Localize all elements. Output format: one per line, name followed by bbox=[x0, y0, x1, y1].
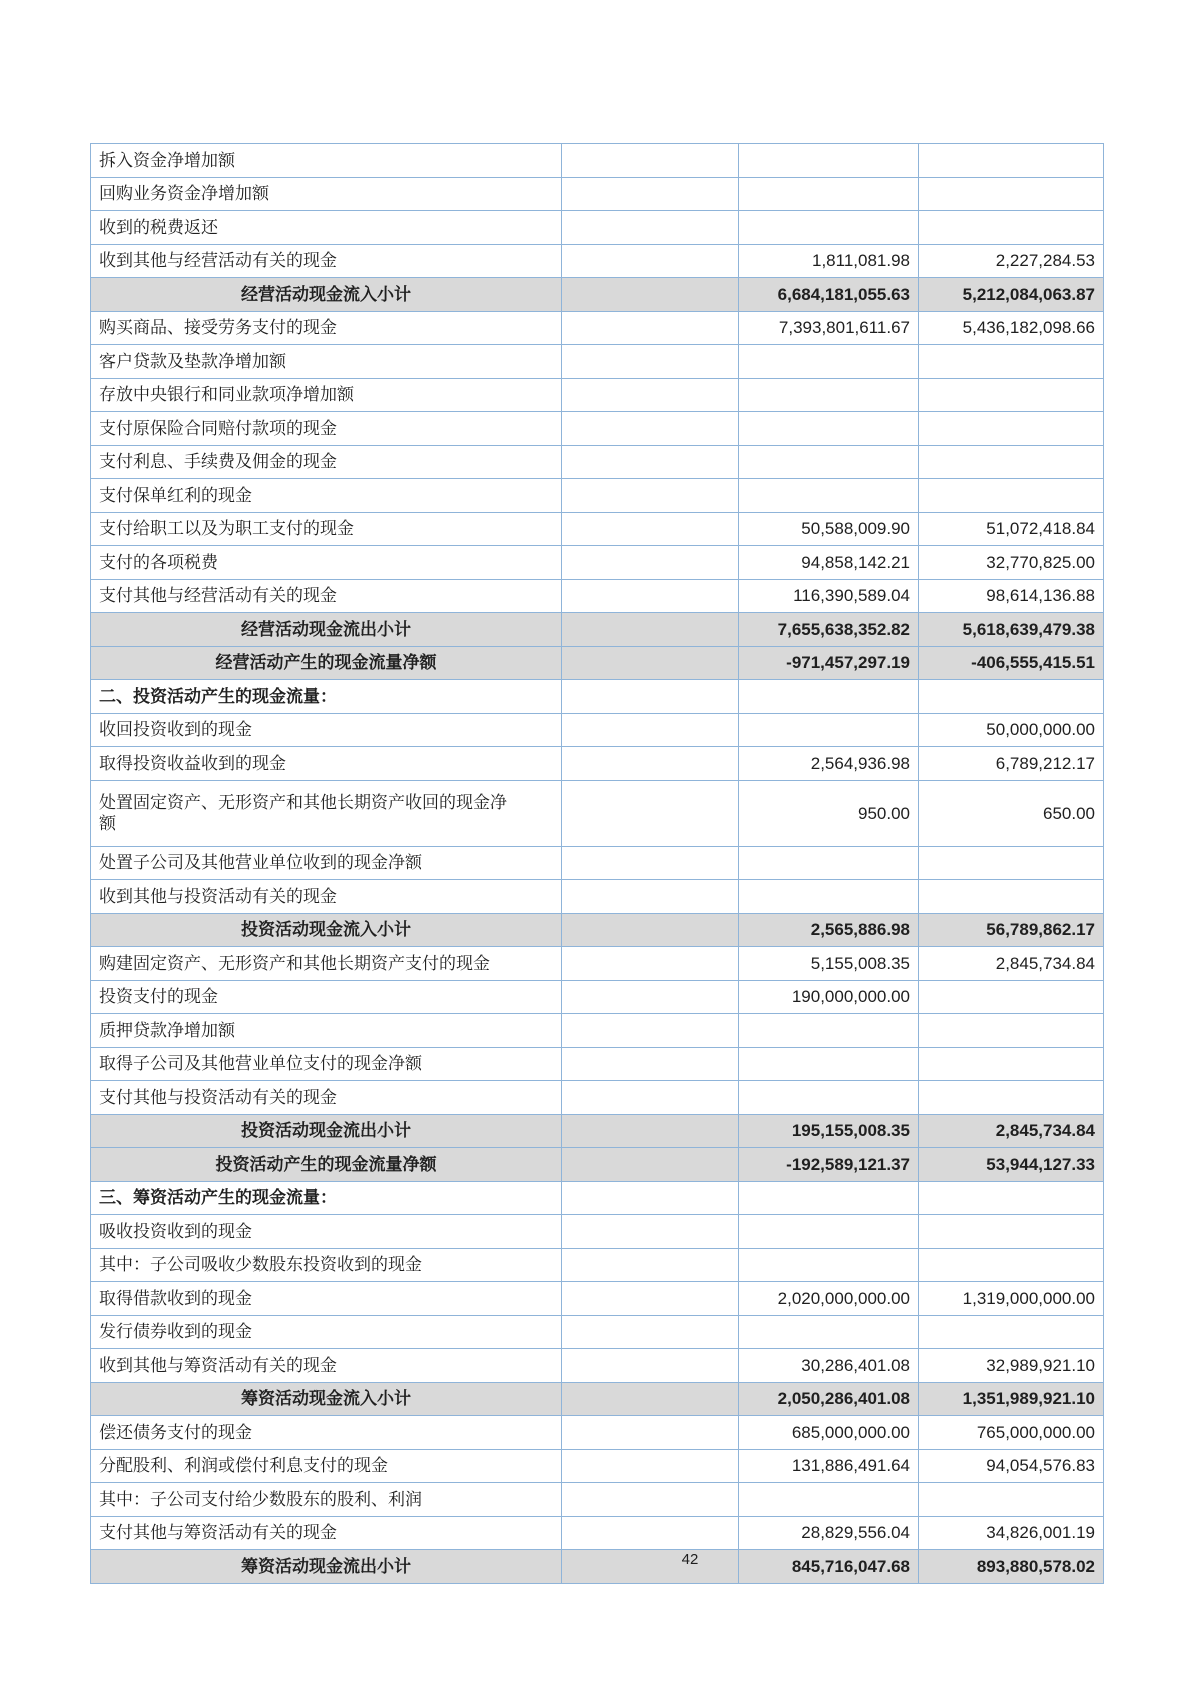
row-value-prior-period bbox=[919, 378, 1104, 412]
row-value-prior-period bbox=[919, 479, 1104, 513]
table-row bbox=[91, 1483, 1104, 1517]
row-label: 投资活动产生的现金流量净额 bbox=[91, 1148, 562, 1182]
row-note-cell bbox=[562, 1282, 739, 1316]
table-row bbox=[91, 1014, 1104, 1048]
row-label: 三、筹资活动产生的现金流量： bbox=[91, 1181, 562, 1215]
table-row bbox=[91, 1081, 1104, 1115]
table-row bbox=[91, 1315, 1104, 1349]
row-label: 购建固定资产、无形资产和其他长期资产支付的现金 bbox=[91, 947, 562, 981]
row-label: 其中：子公司吸收少数股东投资收到的现金 bbox=[91, 1248, 562, 1282]
row-label: 分配股利、利润或偿付利息支付的现金 bbox=[91, 1449, 562, 1483]
row-note-cell bbox=[562, 445, 739, 479]
row-value-current-period bbox=[739, 713, 919, 747]
row-value-prior-period: 94,054,576.83 bbox=[919, 1449, 1104, 1483]
row-note-cell bbox=[562, 479, 739, 513]
row-value-prior-period: 50,000,000.00 bbox=[919, 713, 1104, 747]
row-value-prior-period: -406,555,415.51 bbox=[919, 646, 1104, 680]
table-row bbox=[91, 780, 1104, 846]
table-row bbox=[91, 880, 1104, 914]
table-row bbox=[91, 144, 1104, 178]
table-row bbox=[91, 846, 1104, 880]
row-value-prior-period: 2,845,734.84 bbox=[919, 1114, 1104, 1148]
row-value-prior-period: 1,319,000,000.00 bbox=[919, 1282, 1104, 1316]
row-value-current-period: 2,565,886.98 bbox=[739, 913, 919, 947]
row-value-current-period bbox=[739, 211, 919, 245]
row-note-cell bbox=[562, 713, 739, 747]
table-row bbox=[91, 345, 1104, 379]
table-row bbox=[91, 947, 1104, 981]
table-row bbox=[91, 1181, 1104, 1215]
row-value-prior-period: 34,826,001.19 bbox=[919, 1516, 1104, 1550]
row-value-prior-period: 53,944,127.33 bbox=[919, 1148, 1104, 1182]
row-value-current-period bbox=[739, 345, 919, 379]
row-label: 经营活动现金流入小计 bbox=[91, 278, 562, 312]
row-note-cell bbox=[562, 1148, 739, 1182]
row-note-cell bbox=[562, 646, 739, 680]
row-value-current-period bbox=[739, 846, 919, 880]
row-value-prior-period: 6,789,212.17 bbox=[919, 747, 1104, 781]
row-label: 支付其他与筹资活动有关的现金 bbox=[91, 1516, 562, 1550]
row-note-cell bbox=[562, 1416, 739, 1450]
row-value-prior-period bbox=[919, 1047, 1104, 1081]
row-value-current-period: 1,811,081.98 bbox=[739, 244, 919, 278]
cash-flow-table-body bbox=[91, 144, 1104, 1584]
row-value-prior-period: 56,789,862.17 bbox=[919, 913, 1104, 947]
row-label: 经营活动产生的现金流量净额 bbox=[91, 646, 562, 680]
row-value-current-period: 5,155,008.35 bbox=[739, 947, 919, 981]
row-value-prior-period: 1,351,989,921.10 bbox=[919, 1382, 1104, 1416]
row-value-prior-period: 5,618,639,479.38 bbox=[919, 613, 1104, 647]
table-row bbox=[91, 546, 1104, 580]
row-label: 收到的税费返还 bbox=[91, 211, 562, 245]
row-value-prior-period bbox=[919, 412, 1104, 446]
row-value-prior-period: 51,072,418.84 bbox=[919, 512, 1104, 546]
row-value-prior-period bbox=[919, 680, 1104, 714]
table-row bbox=[91, 1516, 1104, 1550]
cash-flow-table bbox=[90, 143, 1104, 1584]
table-row bbox=[91, 1416, 1104, 1450]
row-note-cell bbox=[562, 144, 739, 178]
table-row bbox=[91, 1148, 1104, 1182]
row-note-cell bbox=[562, 1215, 739, 1249]
row-note-cell bbox=[562, 846, 739, 880]
row-value-current-period: 7,655,638,352.82 bbox=[739, 613, 919, 647]
row-label: 质押贷款净增加额 bbox=[91, 1014, 562, 1048]
row-note-cell bbox=[562, 378, 739, 412]
row-value-prior-period: 2,227,284.53 bbox=[919, 244, 1104, 278]
row-label: 回购业务资金净增加额 bbox=[91, 177, 562, 211]
table-row bbox=[91, 1047, 1104, 1081]
row-value-prior-period: 2,845,734.84 bbox=[919, 947, 1104, 981]
table-row bbox=[91, 1215, 1104, 1249]
row-label: 投资活动现金流出小计 bbox=[91, 1114, 562, 1148]
row-value-prior-period: 5,212,084,063.87 bbox=[919, 278, 1104, 312]
row-label: 收回投资收到的现金 bbox=[91, 713, 562, 747]
row-value-current-period: 190,000,000.00 bbox=[739, 980, 919, 1014]
row-value-current-period: 116,390,589.04 bbox=[739, 579, 919, 613]
row-label: 发行债券收到的现金 bbox=[91, 1315, 562, 1349]
table-row bbox=[91, 646, 1104, 680]
row-note-cell bbox=[562, 1248, 739, 1282]
row-label: 筹资活动现金流出小计 bbox=[91, 1550, 562, 1584]
row-note-cell bbox=[562, 412, 739, 446]
row-value-current-period bbox=[739, 1315, 919, 1349]
table-row bbox=[91, 177, 1104, 211]
row-value-current-period: 28,829,556.04 bbox=[739, 1516, 919, 1550]
row-value-current-period: 950.00 bbox=[739, 780, 919, 846]
row-label: 存放中央银行和同业款项净增加额 bbox=[91, 378, 562, 412]
table-row bbox=[91, 1382, 1104, 1416]
table-row bbox=[91, 244, 1104, 278]
table-row bbox=[91, 579, 1104, 613]
row-note-cell bbox=[562, 1449, 739, 1483]
row-note-cell bbox=[562, 177, 739, 211]
row-value-prior-period: 98,614,136.88 bbox=[919, 579, 1104, 613]
row-value-current-period bbox=[739, 177, 919, 211]
row-label: 筹资活动现金流入小计 bbox=[91, 1382, 562, 1416]
row-value-prior-period: 650.00 bbox=[919, 780, 1104, 846]
row-label: 处置固定资产、无形资产和其他长期资产收回的现金净额 bbox=[91, 780, 562, 846]
row-value-prior-period bbox=[919, 1081, 1104, 1115]
row-note-cell bbox=[562, 1081, 739, 1115]
row-label: 支付利息、手续费及佣金的现金 bbox=[91, 445, 562, 479]
row-value-current-period bbox=[739, 378, 919, 412]
table-row bbox=[91, 512, 1104, 546]
row-label: 支付保单红利的现金 bbox=[91, 479, 562, 513]
row-note-cell bbox=[562, 880, 739, 914]
table-row bbox=[91, 445, 1104, 479]
row-value-current-period: 30,286,401.08 bbox=[739, 1349, 919, 1383]
row-note-cell bbox=[562, 680, 739, 714]
row-label: 取得借款收到的现金 bbox=[91, 1282, 562, 1316]
row-value-current-period: 7,393,801,611.67 bbox=[739, 311, 919, 345]
page-number: 42 bbox=[681, 1551, 699, 1568]
row-value-current-period: 2,564,936.98 bbox=[739, 747, 919, 781]
table-row bbox=[91, 1114, 1104, 1148]
row-value-current-period bbox=[739, 445, 919, 479]
row-label: 处置子公司及其他营业单位收到的现金净额 bbox=[91, 846, 562, 880]
row-value-current-period: 50,588,009.90 bbox=[739, 512, 919, 546]
row-note-cell bbox=[562, 278, 739, 312]
row-label: 投资支付的现金 bbox=[91, 980, 562, 1014]
row-value-prior-period bbox=[919, 1014, 1104, 1048]
row-label: 收到其他与经营活动有关的现金 bbox=[91, 244, 562, 278]
table-row bbox=[91, 412, 1104, 446]
table-row bbox=[91, 613, 1104, 647]
row-value-current-period: 195,155,008.35 bbox=[739, 1114, 919, 1148]
row-note-cell bbox=[562, 1315, 739, 1349]
row-note-cell bbox=[562, 1349, 739, 1383]
table-row bbox=[91, 378, 1104, 412]
row-note-cell bbox=[562, 980, 739, 1014]
row-value-current-period bbox=[739, 1215, 919, 1249]
table-row bbox=[91, 311, 1104, 345]
table-row bbox=[91, 1449, 1104, 1483]
row-value-current-period bbox=[739, 1483, 919, 1517]
row-value-prior-period bbox=[919, 144, 1104, 178]
row-label: 支付原保险合同赔付款项的现金 bbox=[91, 412, 562, 446]
row-note-cell bbox=[562, 579, 739, 613]
row-value-current-period: -192,589,121.37 bbox=[739, 1148, 919, 1182]
row-value-prior-period bbox=[919, 846, 1104, 880]
row-value-prior-period bbox=[919, 1483, 1104, 1517]
table-row bbox=[91, 1550, 1104, 1584]
row-label: 支付给职工以及为职工支付的现金 bbox=[91, 512, 562, 546]
row-note-cell bbox=[562, 546, 739, 580]
row-note-cell bbox=[562, 913, 739, 947]
row-note-cell bbox=[562, 1047, 739, 1081]
table-row bbox=[91, 680, 1104, 714]
row-value-prior-period bbox=[919, 345, 1104, 379]
row-note-cell bbox=[562, 211, 739, 245]
row-note-cell bbox=[562, 244, 739, 278]
row-value-current-period bbox=[739, 880, 919, 914]
row-value-current-period: 685,000,000.00 bbox=[739, 1416, 919, 1450]
row-label: 偿还债务支付的现金 bbox=[91, 1416, 562, 1450]
row-note-cell bbox=[562, 747, 739, 781]
row-value-current-period bbox=[739, 1047, 919, 1081]
row-label: 取得子公司及其他营业单位支付的现金净额 bbox=[91, 1047, 562, 1081]
row-note-cell bbox=[562, 1114, 739, 1148]
row-label: 取得投资收益收到的现金 bbox=[91, 747, 562, 781]
row-label: 收到其他与投资活动有关的现金 bbox=[91, 880, 562, 914]
row-note-cell bbox=[562, 1181, 739, 1215]
table-row bbox=[91, 747, 1104, 781]
row-value-prior-period: 5,436,182,098.66 bbox=[919, 311, 1104, 345]
row-note-cell bbox=[562, 613, 739, 647]
row-value-current-period bbox=[739, 144, 919, 178]
row-note-cell bbox=[562, 345, 739, 379]
row-label: 投资活动现金流入小计 bbox=[91, 913, 562, 947]
row-label: 其中：子公司支付给少数股东的股利、利润 bbox=[91, 1483, 562, 1517]
row-value-prior-period: 893,880,578.02 bbox=[919, 1550, 1104, 1584]
row-value-current-period: -971,457,297.19 bbox=[739, 646, 919, 680]
table-row bbox=[91, 713, 1104, 747]
row-value-prior-period bbox=[919, 211, 1104, 245]
row-value-prior-period bbox=[919, 980, 1104, 1014]
row-note-cell bbox=[562, 1483, 739, 1517]
row-value-current-period: 131,886,491.64 bbox=[739, 1449, 919, 1483]
row-value-prior-period bbox=[919, 1248, 1104, 1282]
row-value-prior-period bbox=[919, 880, 1104, 914]
row-value-prior-period bbox=[919, 445, 1104, 479]
table-row bbox=[91, 211, 1104, 245]
row-label: 经营活动现金流出小计 bbox=[91, 613, 562, 647]
table-row bbox=[91, 1248, 1104, 1282]
row-note-cell bbox=[562, 1014, 739, 1048]
row-value-prior-period bbox=[919, 1315, 1104, 1349]
row-value-current-period bbox=[739, 680, 919, 714]
row-note-cell bbox=[562, 1382, 739, 1416]
table-row bbox=[91, 1349, 1104, 1383]
row-label: 二、投资活动产生的现金流量： bbox=[91, 680, 562, 714]
table-row bbox=[91, 479, 1104, 513]
table-row bbox=[91, 913, 1104, 947]
table-row bbox=[91, 980, 1104, 1014]
table-row bbox=[91, 1282, 1104, 1316]
row-value-current-period: 6,684,181,055.63 bbox=[739, 278, 919, 312]
row-value-current-period bbox=[739, 412, 919, 446]
row-value-current-period bbox=[739, 479, 919, 513]
row-value-current-period bbox=[739, 1014, 919, 1048]
row-value-current-period: 2,020,000,000.00 bbox=[739, 1282, 919, 1316]
row-value-prior-period bbox=[919, 177, 1104, 211]
row-note-cell bbox=[562, 311, 739, 345]
row-label: 支付的各项税费 bbox=[91, 546, 562, 580]
row-label: 支付其他与投资活动有关的现金 bbox=[91, 1081, 562, 1115]
row-value-prior-period bbox=[919, 1215, 1104, 1249]
row-note-cell bbox=[562, 1516, 739, 1550]
row-value-current-period: 94,858,142.21 bbox=[739, 546, 919, 580]
row-label: 购买商品、接受劳务支付的现金 bbox=[91, 311, 562, 345]
row-note-cell bbox=[562, 780, 739, 846]
table-row bbox=[91, 278, 1104, 312]
row-note-cell bbox=[562, 512, 739, 546]
row-value-current-period bbox=[739, 1248, 919, 1282]
row-value-prior-period: 765,000,000.00 bbox=[919, 1416, 1104, 1450]
row-value-prior-period: 32,770,825.00 bbox=[919, 546, 1104, 580]
row-note-cell bbox=[562, 947, 739, 981]
row-value-current-period: 2,050,286,401.08 bbox=[739, 1382, 919, 1416]
row-value-prior-period bbox=[919, 1181, 1104, 1215]
row-value-current-period: 845,716,047.68 bbox=[739, 1550, 919, 1584]
row-label: 客户贷款及垫款净增加额 bbox=[91, 345, 562, 379]
row-value-current-period bbox=[739, 1181, 919, 1215]
row-value-current-period bbox=[739, 1081, 919, 1115]
row-label: 吸收投资收到的现金 bbox=[91, 1215, 562, 1249]
row-value-prior-period: 32,989,921.10 bbox=[919, 1349, 1104, 1383]
row-label: 支付其他与经营活动有关的现金 bbox=[91, 579, 562, 613]
row-label: 收到其他与筹资活动有关的现金 bbox=[91, 1349, 562, 1383]
row-label: 拆入资金净增加额 bbox=[91, 144, 562, 178]
